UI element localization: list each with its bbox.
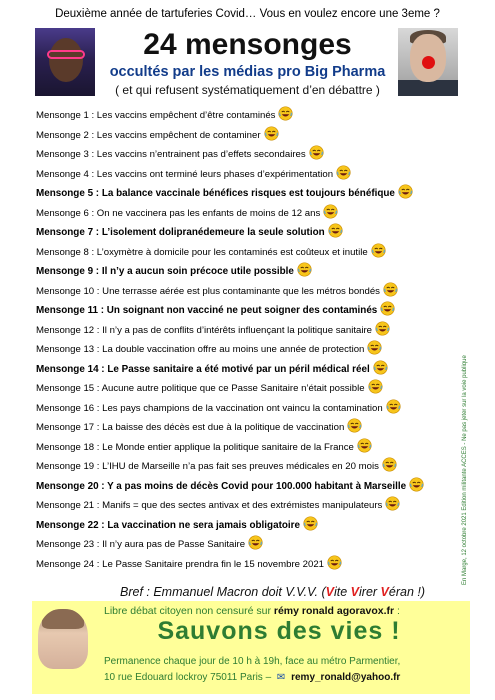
lie-text: Mensonge 8 : L’oxymètre à domicile pour les contaminés est coûteux et inutile	[36, 246, 368, 258]
debate-line	[104, 605, 400, 617]
laughing-emoji-icon	[327, 555, 342, 570]
page-title: 24 mensonges	[143, 28, 352, 61]
lie-item	[36, 204, 424, 224]
footer-banner	[32, 601, 470, 694]
laughing-emoji-icon	[382, 457, 397, 472]
lie-item	[36, 438, 424, 458]
lie-text: Mensonge 24 : Le Passe Sanitaire prendra fin le 15 novembre 2021	[36, 558, 324, 570]
lie-text: Mensonge 23 : Il n’y aura pas de Passe Sanitaire	[36, 539, 246, 550]
lie-text: Mensonge 10 : Une terrasse aérée est plus contaminante que les métros bondés	[36, 285, 380, 297]
laughing-emoji-icon	[373, 360, 388, 375]
address-line	[104, 672, 400, 683]
laughing-emoji-icon	[357, 438, 372, 453]
lie-text: Mensonge 19 : L’IHU de Marseille n’a pas fait ses preuves médicales en 20 mois	[36, 461, 379, 472]
laughing-emoji-icon	[336, 165, 351, 180]
lie-text: Mensonge 4 : Les vaccins ont terminé leurs phases d’expérimentation	[36, 168, 334, 180]
laughing-emoji-icon	[323, 204, 338, 219]
laughing-emoji-icon	[309, 145, 324, 160]
lie-text: Mensonge 9 : Il n’y a aucun soin précoce utile possible	[36, 266, 294, 277]
laughing-emoji-icon	[278, 106, 293, 121]
laughing-emoji-icon	[383, 282, 398, 297]
lie-text: Mensonge 17 : La baisse des décès est due à la politique de vaccination	[36, 422, 345, 433]
lie-item	[36, 496, 424, 516]
lie-item	[36, 145, 424, 165]
bref-ite: ite	[333, 585, 351, 599]
laughing-emoji-icon	[386, 399, 401, 414]
lie-item	[36, 360, 424, 380]
laughing-emoji-icon	[347, 418, 362, 433]
address-text: 10 rue Edouard lockroy 75011 Paris –	[104, 672, 272, 683]
permanence-line: Permanence chaque jour de 10 h à 19h, face au métro Parmentier,	[104, 656, 401, 667]
lie-item	[36, 243, 424, 263]
side-edition-text: En Marge, 12 octobre 2021 Edition militante ACCES - Ne pas jeter sur la voie publique	[462, 355, 468, 585]
laughing-emoji-icon	[297, 262, 312, 277]
lie-item	[36, 126, 424, 146]
lie-item	[36, 282, 424, 302]
lie-item	[36, 321, 424, 341]
lie-text: Mensonge 15 : Aucune autre politique que ce Passe Sanitaire n’était possible	[36, 383, 365, 394]
laughing-emoji-icon	[380, 301, 395, 316]
debate-prefix: Libre débat citoyen non censuré sur	[104, 605, 274, 617]
lie-text: Mensonge 16 : Les pays champions de la vaccination ont vaincu la contamination	[36, 402, 383, 414]
lie-item	[36, 301, 424, 321]
laughing-emoji-icon	[398, 184, 413, 199]
lie-text: Mensonge 20 : Y a pas moins de décès Covid pour 100.000 habitant à Marseille	[36, 480, 407, 492]
lie-text: Mensonge 22 : La vaccination ne sera jamais obligatoire	[36, 519, 300, 531]
bref-v1: V	[325, 585, 334, 599]
lie-text: Mensonge 13 : La double vaccination offre au moins une année de protection	[36, 344, 365, 355]
email-link[interactable]: remy_ronald@yahoo.fr	[291, 672, 401, 683]
bref-line	[120, 585, 425, 599]
page-subtitle: occultés par les médias pro Big Pharma	[109, 64, 386, 80]
lie-item	[36, 223, 424, 243]
lie-text: Mensonge 1 : Les vaccins empêchent d’être contaminés	[36, 110, 276, 121]
lie-text: Mensonge 18 : Le Monde entier applique la politique sanitaire de la France	[36, 441, 354, 453]
lie-text: Mensonge 11 : Un soignant non vacciné ne peut soigner des contaminés	[36, 305, 378, 316]
laughing-emoji-icon	[264, 126, 279, 141]
lies-list	[36, 106, 424, 574]
agoravox-link[interactable]: rémy ronald agoravox.fr	[273, 605, 395, 617]
laughing-emoji-icon	[303, 516, 318, 531]
bref-v2: V	[350, 585, 360, 599]
bref-prefix: Bref : Emmanuel Macron doit V.V.V. (	[120, 585, 326, 599]
lie-item	[36, 106, 424, 126]
lie-item	[36, 457, 424, 477]
laughing-emoji-icon	[371, 243, 386, 258]
lie-text: Mensonge 21 : Manifs = que des sectes antivax et des extrémistes manipulateurs	[36, 500, 383, 511]
lie-item	[36, 262, 424, 282]
lie-text: Mensonge 6 : On ne vaccinera pas les enfants de moins de 12 ans	[36, 207, 321, 219]
bref-irer: irer	[359, 585, 381, 599]
laughing-emoji-icon	[248, 535, 263, 550]
sauvons-heading: Sauvons des vies !	[157, 617, 401, 645]
laughing-emoji-icon	[367, 340, 382, 355]
page-subtitle-2: ( et qui refusent systématiquement d’en débattre )	[115, 83, 380, 97]
lie-text: Mensonge 5 : La balance vaccinale bénéfices risques est toujours bénéfique	[36, 188, 395, 199]
lie-text: Mensonge 12 : Il n’y a pas de conflits d’intérêts influençant la politique sanitaire	[36, 324, 372, 336]
bref-v3: V	[380, 585, 389, 599]
top-banner-text: Deuxième année de tartuferies Covid… Vous en voulez encore une 3eme ?	[55, 8, 440, 20]
bref-eran: éran !)	[388, 585, 426, 599]
lie-item	[36, 165, 424, 185]
lie-item	[36, 340, 424, 360]
lie-item	[36, 555, 424, 575]
lie-item	[36, 399, 424, 419]
laughing-emoji-icon	[328, 223, 343, 238]
laughing-emoji-icon	[375, 321, 390, 336]
lie-item	[36, 418, 424, 438]
laughing-emoji-icon	[368, 379, 383, 394]
author-photo	[38, 609, 88, 669]
lie-item	[36, 379, 424, 399]
lie-item	[36, 184, 424, 204]
laughing-emoji-icon	[409, 477, 424, 492]
lie-text: Mensonge 7 : L’isolement dolipranédemeure la seule solution	[36, 227, 325, 238]
lie-item	[36, 535, 424, 555]
lie-text: Mensonge 3 : Les vaccins n’entrainent pas d’effets secondaires	[36, 149, 306, 160]
laughing-emoji-icon	[385, 496, 400, 511]
lie-text: Mensonge 14 : Le Passe sanitaire a été motivé par un péril médical réel	[36, 363, 370, 375]
envelope-icon: ✉	[276, 672, 286, 683]
lie-item	[36, 477, 424, 497]
debate-suffix: :	[394, 605, 400, 617]
lie-text: Mensonge 2 : Les vaccins empêchent de contaminer	[36, 129, 261, 141]
lie-item	[36, 516, 424, 536]
